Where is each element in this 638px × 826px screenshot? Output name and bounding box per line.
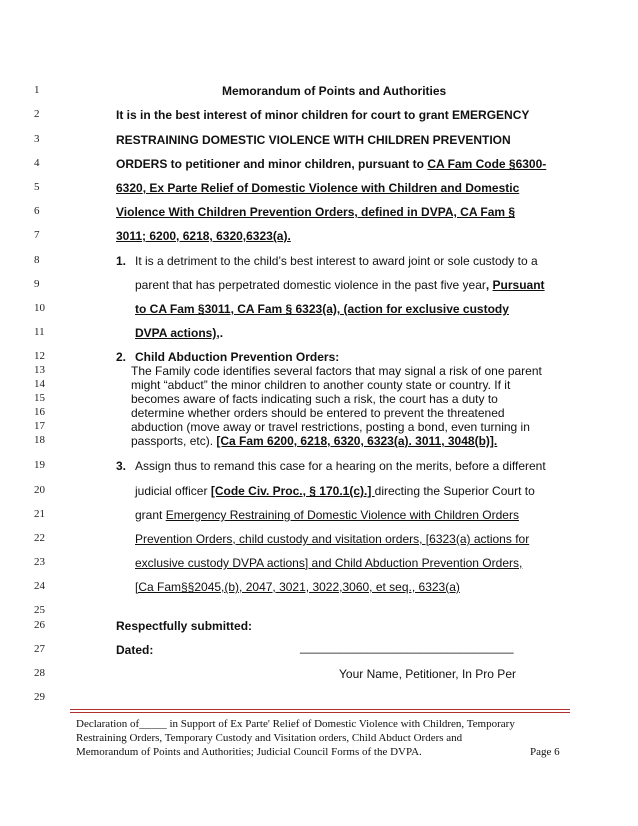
statute-reference: 6320 [116,181,143,195]
line-number: 14 [34,378,45,390]
footer-divider [70,712,570,713]
line-number: 27 [34,643,45,655]
item2-line: might “abduct” the minor children to another county state or country. If it [131,378,511,392]
item3-text: Emergency Restraining of Domestic Violence with Children Orders [165,508,519,522]
item1-text: DVPA actions) [135,326,217,340]
item3-line [135,508,519,522]
line-number: 4 [34,157,40,169]
item2-line: The Family code identifies several factors that may signal a risk of one parent [131,364,542,378]
line-number: 17 [34,420,45,432]
line-number: 9 [34,278,40,290]
line-number: 8 [34,254,40,266]
item-number: 2. [116,350,127,364]
line-number: 26 [34,619,45,631]
line-number: 2 [34,108,40,120]
line-number: 16 [34,406,45,418]
item1-text: , [485,278,493,292]
line-number: 20 [34,484,45,496]
line-number: 23 [34,556,45,568]
item2-text: passports, etc). [131,434,217,448]
intro-line: RESTRAINING DOMESTIC VIOLENCE WITH CHILDREN PREVENTION [116,133,511,147]
intro-text: , Ex Parte Relief of Domestic Violence with Children and Domestic [142,181,520,195]
intro-line: It is in the best interest of minor children for court to grant EMERGENCY [116,108,530,122]
item3-text: grant [135,508,166,522]
item1-text: Pursuant [492,278,545,292]
statute-reference: [Code Civ. Proc., § 170.1(c).] [210,484,375,498]
item2-line: abduction (move away or travel restrictions, posting a bond, even turning in [131,420,530,434]
item-number: 3. [116,459,127,473]
line-number: 11 [34,326,45,338]
dated-label: Dated: [116,643,154,657]
item1-text: ,. [216,326,224,340]
footer-line: Restraining Orders, Temporary Custody and Visitation orders, Child Abduct Orders and [76,732,463,744]
item1-line [135,278,545,292]
respectfully-submitted: Respectfully submitted: [116,619,253,633]
item2-line: determine whether orders should be entered to prevent the threatened [131,406,505,420]
item2-heading: Child Abduction Prevention Orders: [135,350,340,364]
signature-line: ________________________________ [300,640,514,654]
line-number: 10 [34,302,45,314]
item-number: 1. [116,254,127,268]
item3-text: judicial officer [135,484,211,498]
item3-line [135,484,535,498]
intro-line: 3011; 6200, 6218, 6320,6323(a). [116,229,291,243]
item2-line [131,434,497,448]
line-number: 3 [34,133,40,145]
intro-line [116,157,546,171]
line-number: 15 [34,392,45,404]
line-number: 13 [34,364,45,376]
item3-line: [Ca Fam§§2045,(b), 2047, 3021, 3022,3060, et seq., 6323(a) [135,580,460,594]
intro-line: Violence With Children Prevention Orders, defined in DVPA, CA Fam § [116,205,516,219]
item1-text: parent that has perpetrated domestic violence in the past five year [135,278,486,292]
line-number: 29 [34,691,45,703]
line-number: 25 [34,604,45,616]
statute-reference: [Ca Fam 6200, 6218, 6320, 6323(a). 3011, 3048(b)]. [216,434,498,448]
page-number: Page 6 [530,746,560,758]
footer-line: Declaration of_____ in Support of Ex Parte' Relief of Domestic Violence with Children, Temporary [76,718,515,730]
item3-line: Assign thus to remand this case for a hearing on the merits, before a different [135,459,546,473]
line-number: 28 [34,667,45,679]
statute-reference: CA Fam Code §6300- [427,157,547,171]
line-number: 7 [34,229,40,241]
petitioner-name: Your Name, Petitioner, In Pro Per [339,667,516,681]
line-number: 6 [34,205,40,217]
line-number: 5 [34,181,40,193]
item3-line: exclusive custody DVPA actions] and Child Abduction Prevention Orders, [135,556,523,570]
line-number: 21 [34,508,45,520]
line-number: 1 [34,84,40,96]
item2-line: becomes aware of facts indicating such a risk, the court has a duty to [131,392,498,406]
footer-divider [70,709,570,710]
line-number: 12 [34,350,45,362]
line-number: 18 [34,434,45,446]
footer-line: Memorandum of Points and Authorities; Judicial Council Forms of the DVPA. [76,746,422,758]
line-number: 22 [34,532,45,544]
intro-line [116,181,519,195]
line-number: 19 [34,459,45,471]
item3-line: Prevention Orders, child custody and visitation orders, [6323(a) actions for [135,532,530,546]
item1-line [135,326,223,340]
line-number: 24 [34,580,45,592]
page-title: Memorandum of Points and Authorities [222,84,447,98]
intro-text: ORDERS to petitioner and minor children, pursuant to [116,157,428,171]
item1-line: It is a detriment to the child’s best interest to award joint or sole custody to a [135,254,538,268]
item1-line: to CA Fam §3011, CA Fam § 6323(a), (action for exclusive custody [135,302,509,316]
item3-text: directing the Superior Court to [374,484,535,498]
